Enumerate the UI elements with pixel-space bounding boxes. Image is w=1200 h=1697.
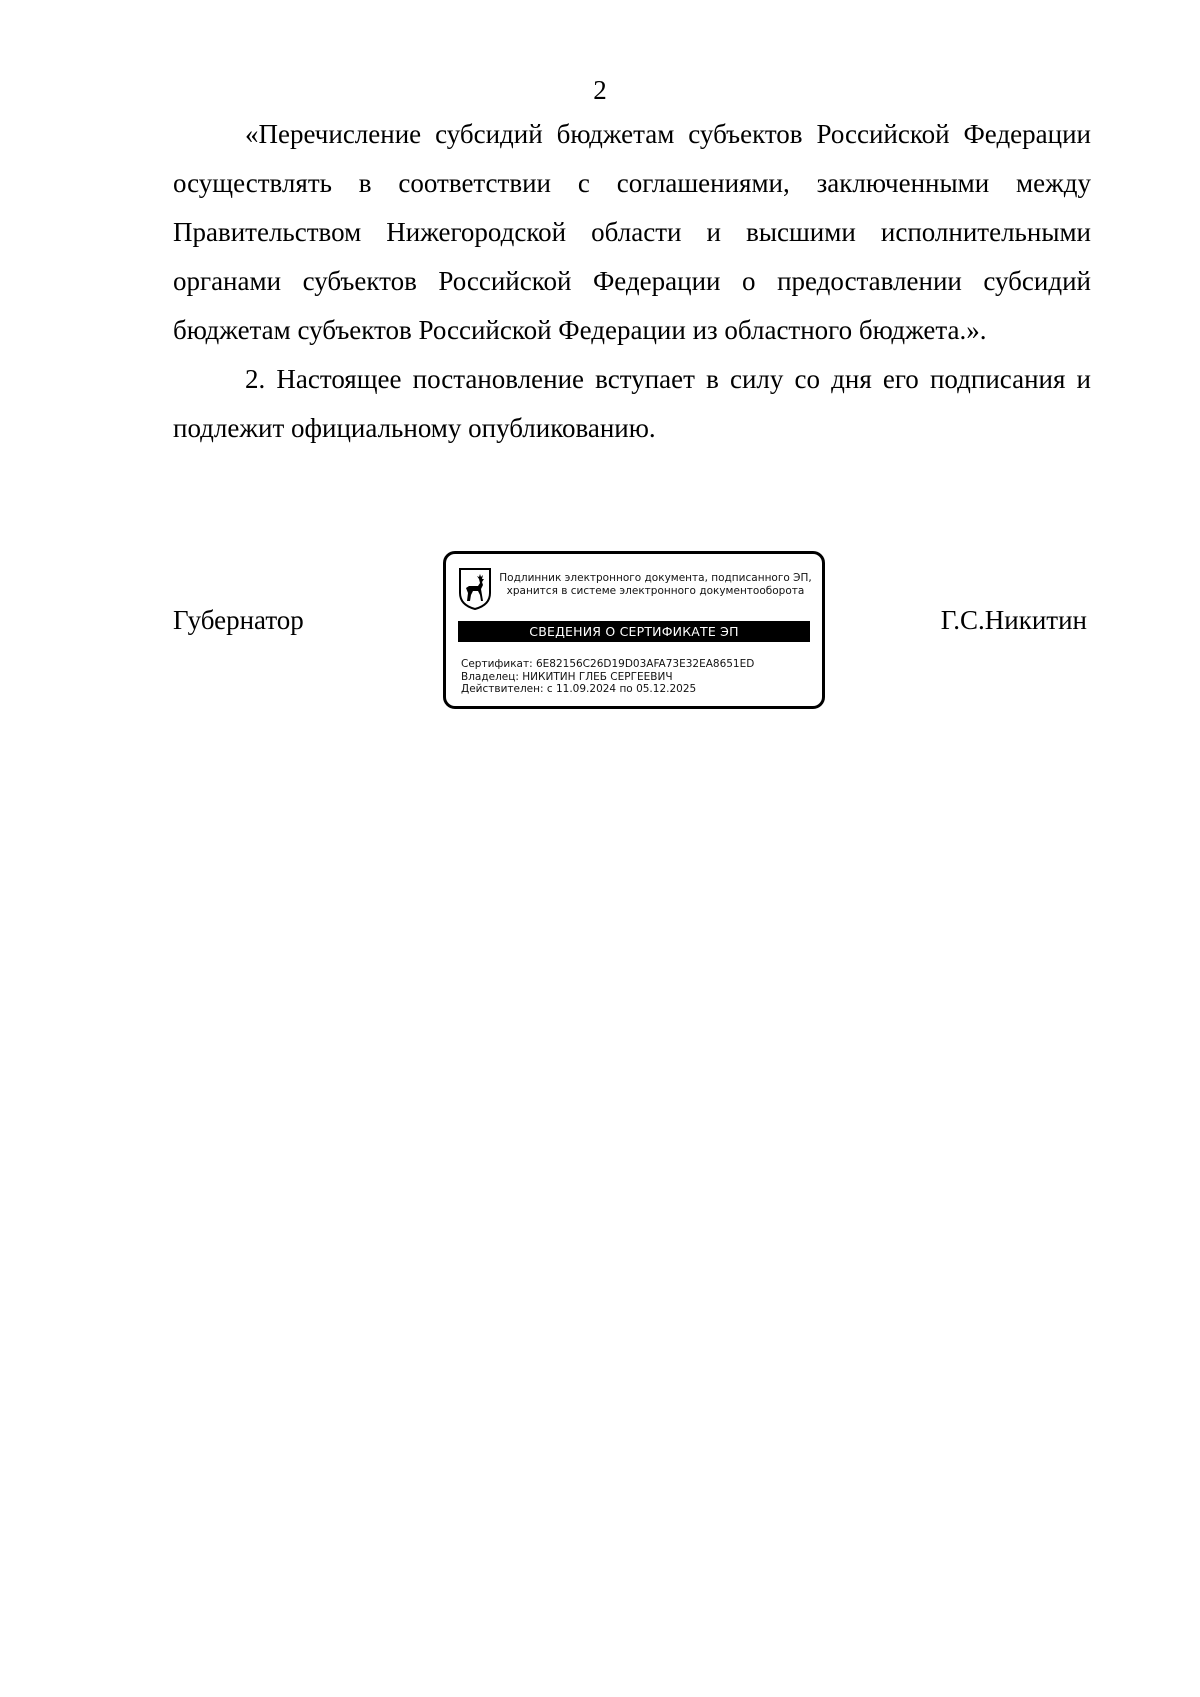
stamp-header-line-1: Подлинник электронного документа, подписанного ЭП, — [499, 572, 812, 584]
electronic-signature-stamp — [443, 551, 825, 709]
signatory-position: Губернатор — [173, 605, 304, 635]
signatory-name: Г.С.Никитин — [940, 605, 1087, 635]
stamp-certificate-number: Сертификат: 6E82156C26D19D03AFA73E32EA8651ED — [461, 658, 755, 670]
stamp-certificate-title: СВЕДЕНИЯ О СЕРТИФИКАТЕ ЭП — [458, 621, 810, 642]
stamp-details — [461, 658, 754, 696]
document-body — [173, 110, 1091, 453]
paragraph-subsidy-transfer: «Перечисление субсидий бюджетам субъектов Российской Федерации осуществлять в соответствии с соглашениями, заключенными между Правительством Нижегородской области и высшими исполнительными органами субъектов Российской Федерации о предоставлении субсидий бюджетам субъектов Российской Федерации из областного бюджета.». — [173, 119, 1091, 345]
deer-coat-of-arms-icon — [458, 567, 492, 611]
stamp-validity: Действителен: с 11.09.2024 по 05.12.2025 — [461, 683, 697, 695]
stamp-owner: Владелец: НИКИТИН ГЛЕБ СЕРГЕЕВИЧ — [461, 670, 673, 683]
page-number: 2 — [593, 75, 607, 105]
paragraph-entry-into-force: 2. Настоящее постановление вступает в силу со дня его подписания и подлежит официальному опубликованию. — [173, 364, 1091, 443]
stamp-header-line-2: хранится в системе электронного документооборота — [506, 585, 805, 597]
stamp-header — [493, 572, 818, 598]
